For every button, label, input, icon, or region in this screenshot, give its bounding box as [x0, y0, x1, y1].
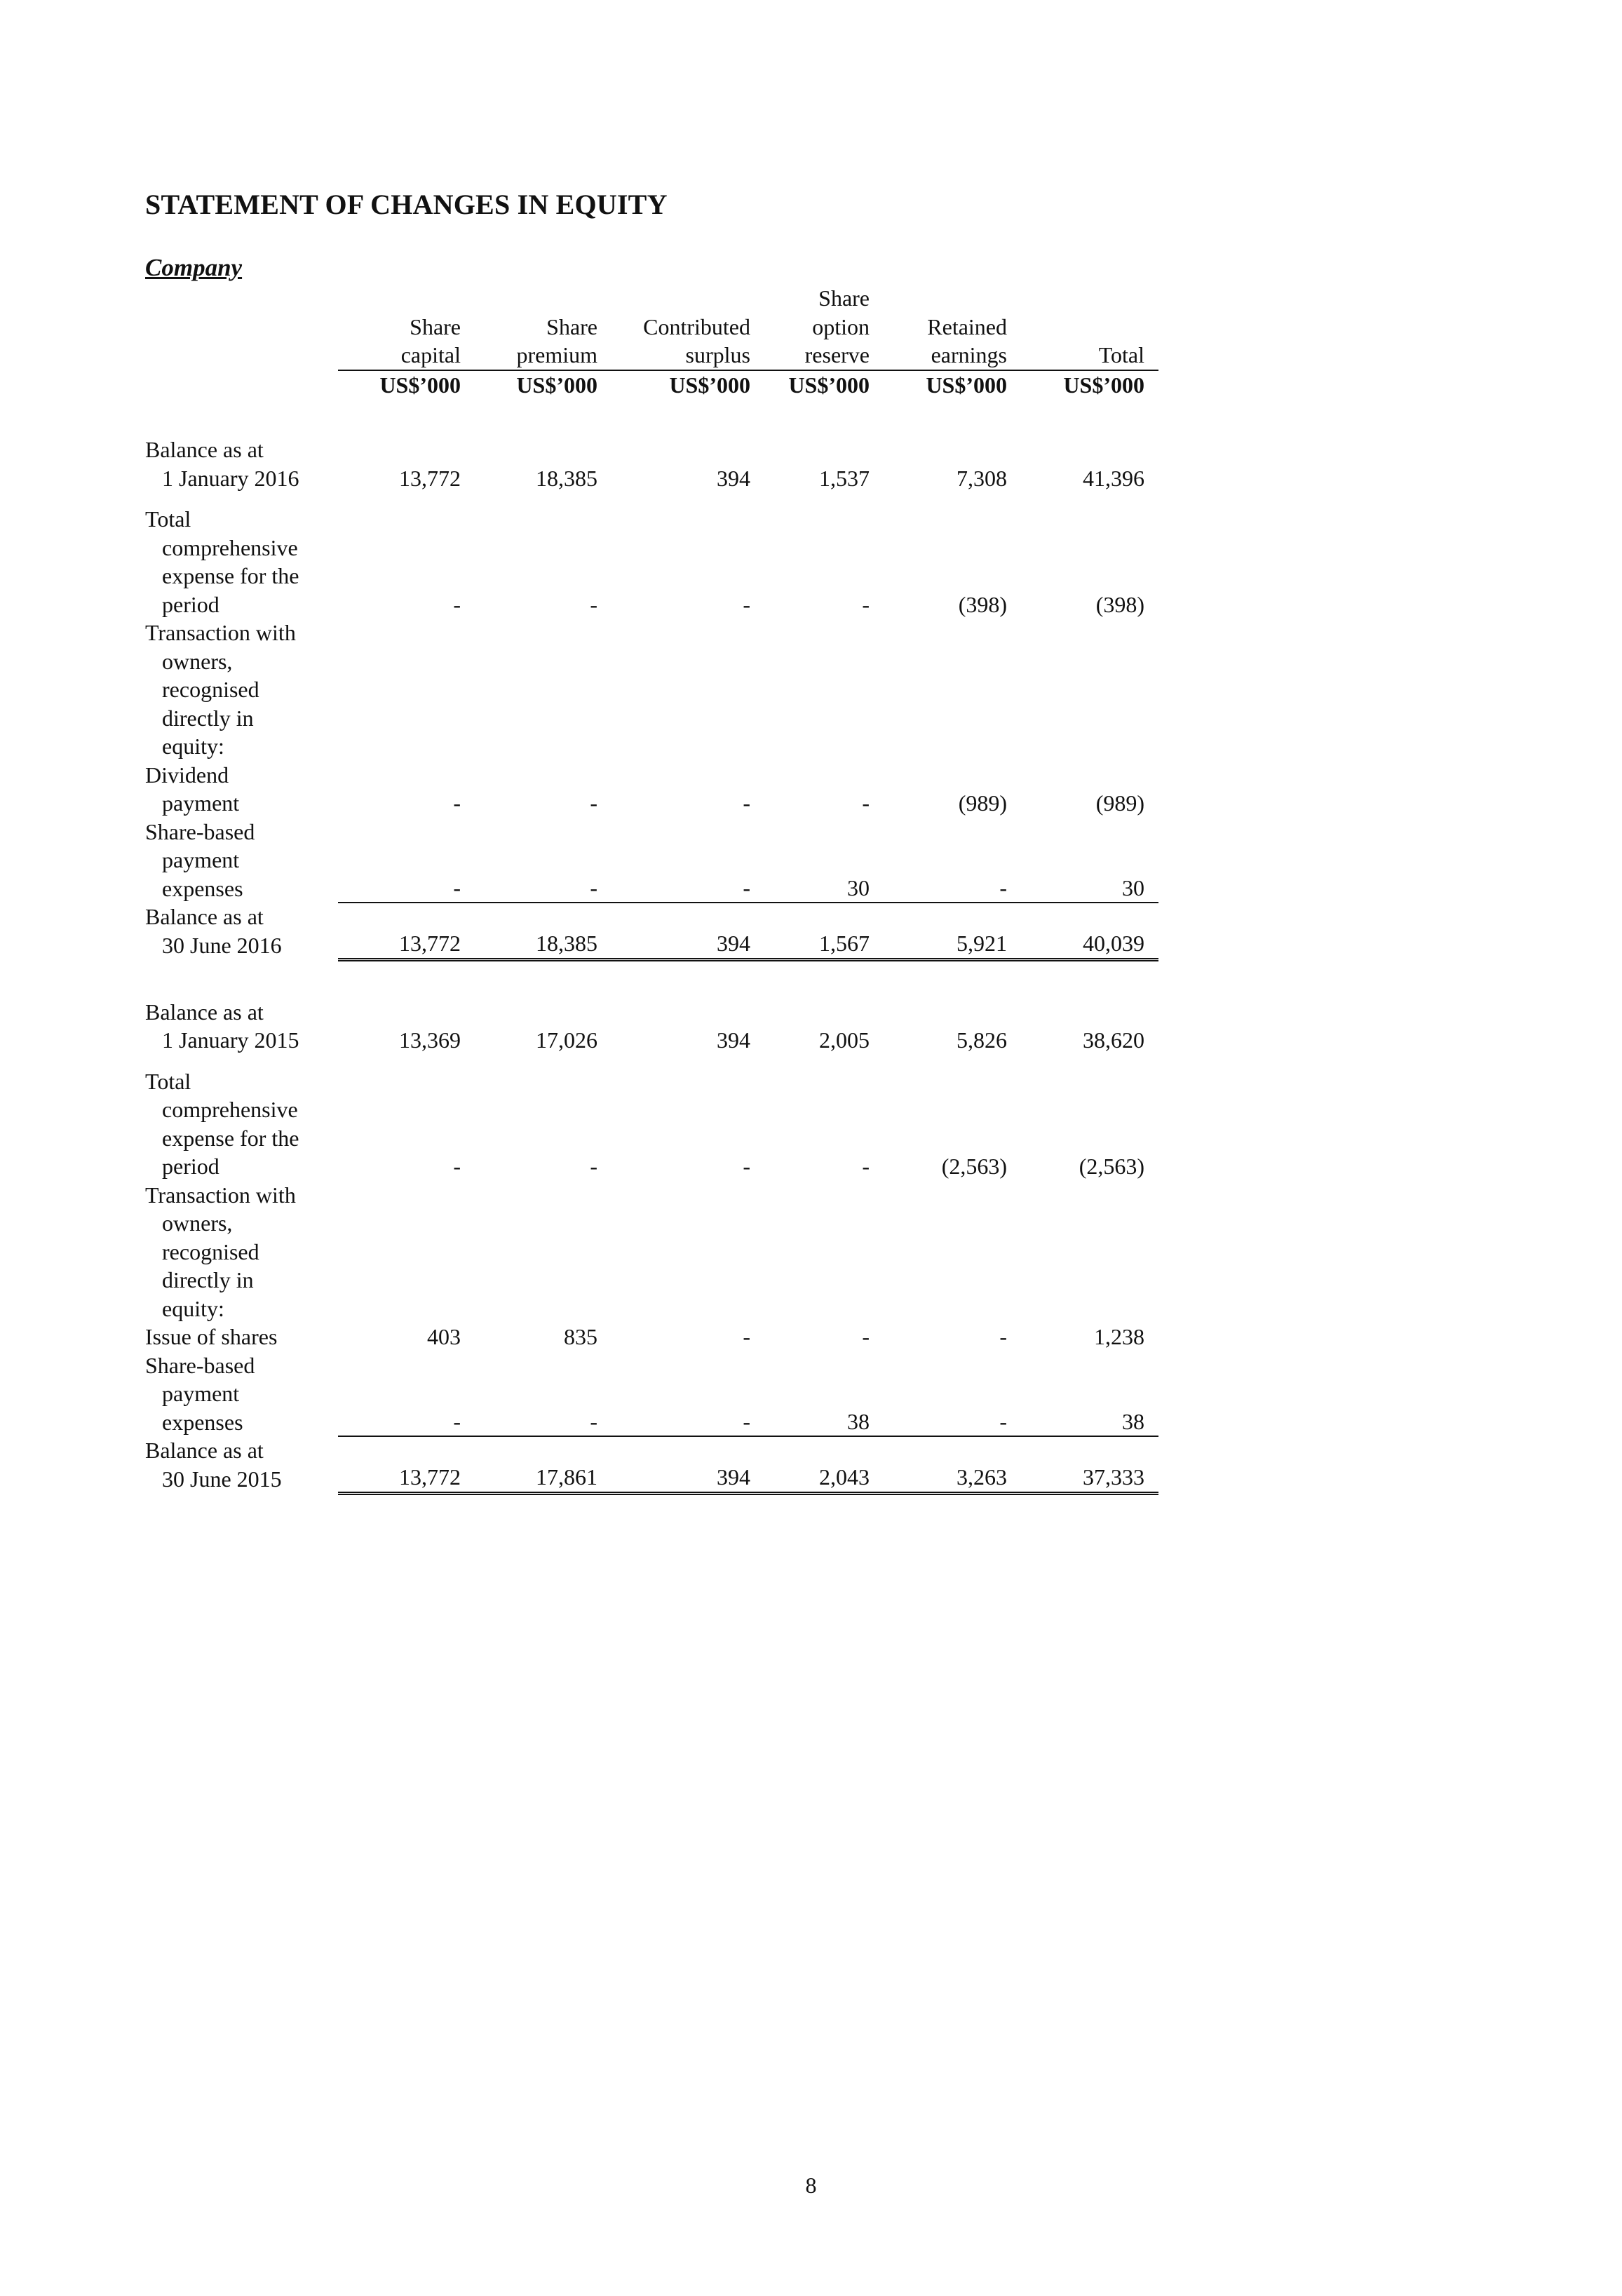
- spacer-cell: [145, 399, 1158, 435]
- column-unit: US$’000: [884, 370, 1021, 400]
- cell-value: -: [862, 591, 870, 617]
- row-label-line: Balance as at: [145, 437, 264, 462]
- cell-value: 1,537: [819, 465, 870, 491]
- cell-value: [475, 619, 611, 761]
- column-unit: US$’000: [338, 370, 475, 400]
- cell-value: [611, 619, 764, 761]
- column-header: Retained: [927, 313, 1007, 339]
- statement-title: STATEMENT OF CHANGES IN EQUITY: [145, 189, 668, 220]
- cell-value: [764, 619, 884, 761]
- cell-value: 2,005: [819, 1027, 870, 1053]
- row-label: [145, 903, 338, 959]
- row-label-line: directly in: [162, 705, 254, 731]
- spacer-cell: [145, 492, 1158, 505]
- column-header: premium: [475, 341, 611, 370]
- row-spacer: [145, 1055, 1158, 1067]
- cell-value: 18,385: [475, 903, 611, 959]
- cell-value: -: [743, 790, 750, 816]
- cell-value: -: [590, 591, 597, 617]
- column-header: earnings: [884, 341, 1021, 370]
- row-label: [145, 1323, 338, 1351]
- cell-value: 17,026: [536, 1027, 597, 1053]
- column-header: [1021, 284, 1158, 313]
- cell-value: 7,308: [957, 465, 1007, 491]
- cell-value: -: [611, 818, 764, 903]
- cell-value: 5,826: [957, 1027, 1007, 1053]
- cell-value: (989): [958, 790, 1007, 816]
- cell-value: 38: [1021, 1351, 1158, 1437]
- cell-value: -: [475, 1351, 611, 1437]
- column-header: Share: [410, 313, 461, 339]
- cell-value: -: [590, 790, 597, 816]
- cell-value: [1021, 619, 1158, 761]
- column-header: [884, 284, 1021, 313]
- cell-value: 394: [611, 1436, 764, 1493]
- row-label-line: Transaction with: [145, 1182, 296, 1208]
- cell-value: [764, 1181, 884, 1323]
- table-row: [145, 505, 1158, 619]
- row-label-line: payment: [162, 847, 240, 872]
- cell-value: [475, 1181, 611, 1323]
- column-header: surplus: [611, 341, 764, 370]
- column-unit: US$’000: [611, 370, 764, 400]
- company-subtitle: Company: [145, 254, 243, 281]
- row-label-line: equity:: [162, 1295, 224, 1321]
- cell-value: [338, 1181, 475, 1323]
- row-label-line: period: [162, 591, 219, 617]
- cell-value: -: [453, 1154, 461, 1179]
- cell-value: -: [475, 818, 611, 903]
- column-header: [611, 284, 764, 313]
- column-header: Share: [818, 285, 870, 311]
- row-label-line: Dividend: [145, 762, 229, 788]
- table-row: [145, 1323, 1158, 1351]
- row-label-line: Transaction with: [145, 620, 296, 645]
- row-label: [145, 1067, 338, 1181]
- cell-value: 403: [427, 1324, 461, 1349]
- row-label-line: Balance as at: [145, 1438, 264, 1463]
- cell-value: 1,238: [1094, 1324, 1144, 1349]
- table-row: [145, 435, 1158, 492]
- equity-table: [145, 284, 1158, 1495]
- row-label-line: owners,: [162, 1210, 233, 1236]
- cell-value: -: [453, 591, 461, 617]
- row-label: [145, 1351, 338, 1437]
- cell-value: -: [862, 1324, 870, 1349]
- row-label-line: expenses: [162, 875, 243, 901]
- table-row: [145, 1067, 1158, 1181]
- cell-value: -: [611, 1351, 764, 1437]
- row-label-line: period: [162, 1154, 219, 1179]
- cell-value: [1021, 1181, 1158, 1323]
- section-spacer: [145, 399, 1158, 435]
- cell-value: [884, 1181, 1021, 1323]
- cell-value: 41,396: [1083, 465, 1144, 491]
- row-label-line: owners,: [162, 648, 233, 674]
- cell-value: 394: [717, 1027, 750, 1053]
- row-label-line: 1 January 2015: [162, 1027, 299, 1053]
- row-label-line: Total: [145, 506, 191, 532]
- row-label: [145, 818, 338, 903]
- section-spacer: [145, 959, 1158, 998]
- table-row: [145, 619, 1158, 761]
- cell-value: 5,921: [884, 903, 1021, 959]
- row-label: [145, 619, 338, 761]
- header-label-spacer: [145, 313, 338, 342]
- column-header: option: [812, 313, 870, 339]
- cell-value: 13,772: [338, 903, 475, 959]
- row-label-line: expense for the: [162, 563, 299, 588]
- row-label-line: 1 January 2016: [162, 465, 299, 491]
- cell-value: -: [999, 1324, 1007, 1349]
- units-label-spacer: [145, 370, 338, 400]
- row-label: [145, 1181, 338, 1323]
- row-label: [145, 761, 338, 818]
- cell-value: 30: [1021, 818, 1158, 903]
- row-label: [145, 435, 338, 492]
- row-label-line: recognised: [162, 677, 259, 702]
- cell-value: -: [743, 591, 750, 617]
- cell-value: -: [862, 790, 870, 816]
- cell-value: [884, 619, 1021, 761]
- cell-value: (398): [1095, 591, 1144, 617]
- table-row: [145, 1181, 1158, 1323]
- spacer-cell: [145, 959, 1158, 998]
- column-unit: US$’000: [1021, 370, 1158, 400]
- units-row: [145, 370, 1158, 400]
- row-label-line: expenses: [162, 1409, 243, 1435]
- cell-value: (2,563): [941, 1154, 1007, 1179]
- row-label: [145, 1436, 338, 1493]
- row-label-line: Total: [145, 1068, 191, 1094]
- page-number: 8: [805, 2173, 817, 2198]
- row-label: [145, 998, 338, 1055]
- cell-value: -: [453, 790, 461, 816]
- cell-value: [611, 1181, 764, 1323]
- cell-value: 40,039: [1021, 903, 1158, 959]
- cell-value: -: [338, 1351, 475, 1437]
- column-header: [1021, 313, 1158, 342]
- cell-value: 38,620: [1083, 1027, 1144, 1053]
- cell-value: -: [862, 1154, 870, 1179]
- cell-value: 2,043: [764, 1436, 884, 1493]
- column-header: Contributed: [643, 313, 750, 339]
- row-label-line: payment: [162, 790, 240, 816]
- cell-value: 835: [564, 1324, 597, 1349]
- cell-value: (989): [1095, 790, 1144, 816]
- cell-value: 1,567: [764, 903, 884, 959]
- cell-value: (2,563): [1079, 1154, 1144, 1179]
- row-label-line: Balance as at: [145, 999, 264, 1025]
- cell-value: 38: [764, 1351, 884, 1437]
- row-label-line: 30 June 2015: [162, 1466, 282, 1492]
- header-label-spacer: [145, 341, 338, 370]
- table-row: [145, 761, 1158, 818]
- column-header: [338, 284, 475, 313]
- cell-value: 13,772: [338, 1436, 475, 1493]
- cell-value: -: [884, 1351, 1021, 1437]
- row-label-line: recognised: [162, 1238, 259, 1264]
- table-row: [145, 1351, 1158, 1437]
- row-label-line: directly in: [162, 1267, 254, 1292]
- spacer-cell: [145, 1055, 1158, 1067]
- column-header: Total: [1021, 341, 1158, 370]
- cell-value: -: [743, 1324, 750, 1349]
- equity-table-body: [145, 284, 1158, 1493]
- cell-value: 18,385: [536, 465, 597, 491]
- row-label-line: Issue of shares: [145, 1324, 278, 1349]
- column-header-row: [145, 341, 1158, 370]
- row-label: [145, 505, 338, 619]
- table-row: [145, 818, 1158, 903]
- row-label-line: payment: [162, 1381, 240, 1406]
- row-label-line: Share-based: [145, 1352, 255, 1378]
- cell-value: 3,263: [884, 1436, 1021, 1493]
- row-label-line: expense for the: [162, 1125, 299, 1151]
- cell-value: (398): [958, 591, 1007, 617]
- cell-value: 17,861: [475, 1436, 611, 1493]
- column-unit: US$’000: [764, 370, 884, 400]
- cell-value: [338, 619, 475, 761]
- row-label-line: 30 June 2016: [162, 932, 282, 958]
- row-label-line: equity:: [162, 734, 224, 759]
- row-spacer: [145, 492, 1158, 505]
- column-unit: US$’000: [475, 370, 611, 400]
- cell-value: 30: [764, 818, 884, 903]
- row-label-line: comprehensive: [162, 534, 298, 560]
- cell-value: -: [338, 818, 475, 903]
- closing-balance-row: [145, 1436, 1158, 1493]
- cell-value: 37,333: [1021, 1436, 1158, 1493]
- cell-value: 394: [717, 465, 750, 491]
- column-header-row: [145, 313, 1158, 342]
- column-header-row: [145, 284, 1158, 313]
- column-header: [475, 284, 611, 313]
- cell-value: -: [884, 818, 1021, 903]
- cell-value: 13,369: [399, 1027, 461, 1053]
- closing-balance-row: [145, 903, 1158, 959]
- column-header: reserve: [764, 341, 884, 370]
- row-label-line: Balance as at: [145, 904, 264, 929]
- cell-value: 13,772: [399, 465, 461, 491]
- cell-value: -: [743, 1154, 750, 1179]
- column-header: Share: [546, 313, 597, 339]
- table-row: [145, 998, 1158, 1055]
- column-header: capital: [338, 341, 475, 370]
- row-label-line: comprehensive: [162, 1097, 298, 1122]
- row-label-line: Share-based: [145, 818, 255, 844]
- header-label-spacer: [145, 284, 338, 313]
- cell-value: -: [590, 1154, 597, 1179]
- cell-value: 394: [611, 903, 764, 959]
